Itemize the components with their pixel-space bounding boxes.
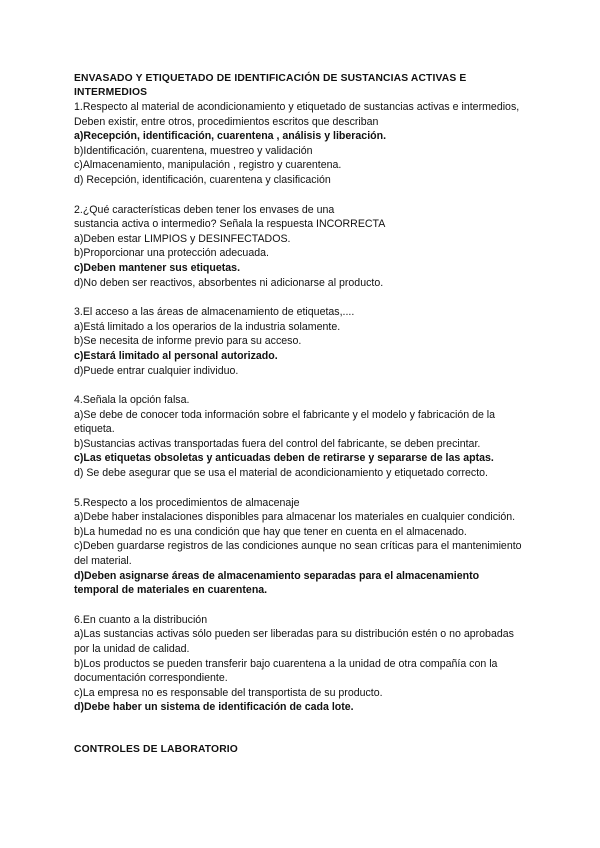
question-3 [74,305,526,378]
question-1-option-d: d) Recepción, identificación, cuarentena y clasificación [74,173,331,186]
question-6-option-d-correct: d)Debe haber un sistema de identificación de cada lote. [74,701,354,714]
question-5-option-d-correct: d)Deben asignarse áreas de almacenamiento separadas para el almacenamiento temporal de materiales en cuarentena. [74,569,480,597]
question-2-option-b: b)Proporcionar una protección adecuada. [74,247,269,260]
question-1-option-b: b)Identificación, cuarentena, muestreo y validación [74,144,313,157]
question-4 [74,393,526,481]
question-2-option-c-correct: c)Deben mantener sus etiquetas. [74,261,241,274]
question-2-stem: 2.¿Qué características deben tener los envases de una [74,203,335,216]
question-4-option-d: d) Se debe asegurar que se usa el material de acondicionamiento y etiquetado correcto. [74,467,488,480]
question-2 [74,203,526,291]
question-3-option-d: d)Puede entrar cualquier individuo. [74,364,239,377]
question-4-option-a: a)Se debe de conocer toda información sobre el fabricante y el modelo y fabricación de la etiqueta. [74,408,496,436]
question-5-option-b: b)La humedad no es una condición que hay que tener en cuenta en el almacenado. [74,525,467,538]
question-3-option-b: b)Se necesita de informe previo para su acceso. [74,335,302,348]
document-title: ENVASADO Y ETIQUETADO DE IDENTIFICACIÓN DE SUSTANCIAS ACTIVAS E INTERMEDIOS [74,73,467,98]
question-1-option-a-correct: a)Recepción, identificación, cuarentena , análisis y liberación. [74,130,387,143]
question-5-stem: 5.Respecto a los procedimientos de almacenaje [74,496,300,509]
question-2-option-d: d)No deben ser reactivos, absorbentes ni adicionarse al producto. [74,276,384,289]
question-4-option-c-correct: c)Las etiquetas obsoletas y anticuadas deben de retirarse y separarse de las aptas. [74,452,494,465]
question-5-option-a: a)Debe haber instalaciones disponibles para almacenar los materiales en cualquier condición. [74,511,516,524]
question-2-option-a: a)Deben estar LIMPIOS y DESINFECTADOS. [74,232,291,245]
question-1 [74,100,526,188]
question-4-option-b: b)Sustancias activas transportadas fuera del control del fabricante, se deben precintar. [74,437,481,450]
question-5-option-c: c)Deben guardarse registros de las condiciones aunque no sean críticas para el mantenimiento del material. [74,540,522,568]
question-5 [74,496,526,598]
question-3-stem: 3.El acceso a las áreas de almacenamiento de etiquetas,.... [74,306,355,319]
question-3-option-a: a)Está limitado a los operarios de la industria solamente. [74,320,341,333]
question-1-stem: 1.Respecto al material de acondicionamiento y etiquetado de sustancias activas e intermedios, Deben existir, entre otros, procedimientos escritos que describan [74,101,520,128]
question-1-option-c: c)Almacenamiento, manipulación , registro y cuarentena. [74,159,342,172]
question-3-option-c-correct: c)Estará limitado al personal autorizado. [74,349,278,362]
question-2-stem-continued: sustancia activa o intermedio? Señala la respuesta INCORRECTA [74,218,386,231]
question-6-option-a: a)Las sustancias activas sólo pueden ser liberadas para su distribución estén o no aprobadas por la unidad de calidad. [74,628,514,655]
section-title-laboratory-controls: CONTROLES DE LABORATORIO [74,743,238,755]
question-4-stem: 4.Señala la opción falsa. [74,394,190,407]
question-6 [74,613,526,715]
question-6-option-c: c)La empresa no es responsable del transportista de su producto. [74,686,383,699]
question-6-option-b: b)Los productos se pueden transferir bajo cuarentena a la unidad de otra compañía con la documentación correspondiente. [74,657,498,685]
question-6-stem: 6.En cuanto a la distribución [74,613,208,626]
